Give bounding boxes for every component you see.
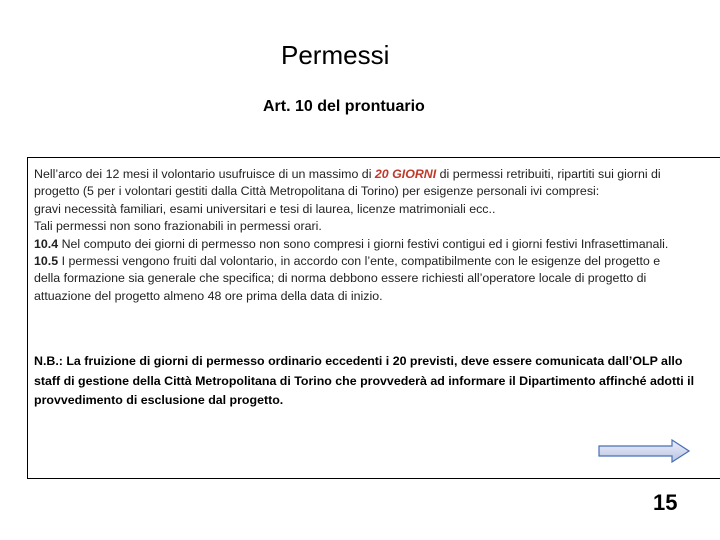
article-number-10-4: 10.4 <box>34 236 59 251</box>
paragraph-line-1-end: di permessi retribuiti, ripartiti sui giorni di <box>436 167 661 181</box>
paragraph-line-2: progetto (5 per i volontari gestiti dalla Città Metropolitana di Torino) per esigenze personali ivi compresi: <box>34 184 600 199</box>
page-title: Permessi <box>281 40 390 70</box>
paragraph-line-5 <box>34 236 668 253</box>
paragraph-line-8: attuazione del progetto almeno 48 ore prima della data di inizio. <box>34 288 383 303</box>
paragraph-line-6 <box>34 253 668 270</box>
body-paragraph <box>34 166 668 305</box>
paragraph-line-1-start: Nell’arco dei 12 mesi il volontario usufruisce di un massimo di <box>34 167 375 181</box>
content-box <box>27 157 720 479</box>
page-number: 15 <box>653 490 678 515</box>
twenty-days-highlight: 20 GIORNI <box>374 167 437 181</box>
nota-bene-line-1: N.B.: La fruizione di giorni di permesso ordinario eccedenti i 20 previsti, deve essere comunicata dall’OLP allo <box>34 354 683 368</box>
right-arrow-icon[interactable] <box>598 439 690 463</box>
nota-bene-line-2: staff di gestione della Città Metropolitana di Torino che provvederà ad informare il Dipartimento affinché adotti il <box>34 373 695 388</box>
paragraph-line-4: Tali permessi non sono frazionabili in permessi orari. <box>34 219 322 234</box>
article-text-10-4: Nel computo dei giorni di permesso non sono compresi i giorni festivi contigui ed i giorni festivi Infrasettimanali. <box>58 236 669 251</box>
article-number-10-5: 10.5 <box>34 253 59 268</box>
paragraph-line-3: gravi necessità familiari, esami universitari e tesi di laurea, licenze matrimoniali ecc.. <box>34 201 496 216</box>
article-text-10-5: I permessi vengono fruiti dal volontario, in accordo con l’ente, compatibilmente con le esigenze del progetto e <box>58 253 661 268</box>
paragraph-line-1 <box>34 166 668 183</box>
nota-bene-line-3: provvedimento di esclusione dal progetto. <box>34 393 284 408</box>
paragraph-line-7: della formazione sia generale che specifica; di norma debbono essere richiesti all’operatore locale di progetto di <box>34 271 647 286</box>
nota-bene <box>34 352 694 411</box>
page-subtitle: Art. 10 del prontuario <box>263 98 425 115</box>
